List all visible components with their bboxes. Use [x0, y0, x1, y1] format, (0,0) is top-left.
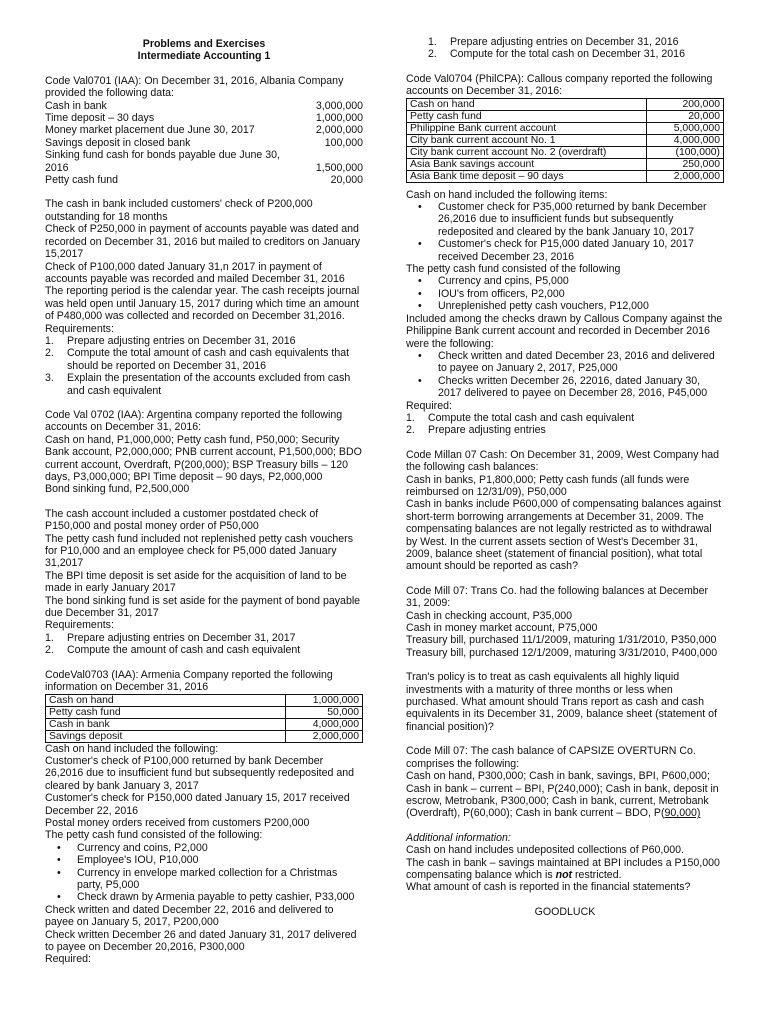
- table-row: Philippine Bank current account 5,000,000: [407, 122, 724, 134]
- problem-intro: CodeVal0703 (IAA): Armenia Company reported the following information on December 31, 2016: [45, 668, 333, 694]
- problem-val0703: [45, 669, 363, 966]
- note: Check written December 26 and dated January 31, 2017 delivered to payee on December 20,2016, P300,000: [45, 928, 357, 953]
- note: The BPI time deposit is set aside for the acquisition of land to be made in early January 2017: [45, 569, 347, 595]
- note: The petty cash fund consisted of the following:: [45, 829, 263, 842]
- requirements-label: Required:: [406, 399, 452, 412]
- problem-intro: Code Val0701 (IAA): On December 31, 2016, Albania Company provided the following data:: [45, 74, 344, 100]
- doc-title: Problems and Exercises: [142, 38, 266, 50]
- problem-val0702: [45, 409, 363, 657]
- requirements-list: 1. Prepare adjusting entries on December 31, 2016 2. Compute the total amount of cash and cash equivalents that should be reported on December 31, 2016 3. Explain the presentation of the accounts excluded from cash and cash equivalent: [45, 334, 351, 397]
- question: What amount of cash is reported in the financial statements?: [406, 881, 691, 894]
- doc-subtitle: Intermediate Accounting 1: [137, 50, 271, 63]
- requirements-label: Requirements:: [45, 322, 114, 335]
- data-row: Cash in bank 3,000,000: [45, 99, 363, 112]
- problem-mill07-capsize: [406, 745, 724, 893]
- data-line: Cash in checking account, P35,000: [406, 609, 573, 622]
- note: The petty cash fund included not replenished petty cash vouchers for P10,000 and an employee check for P5,000 dated January 31,2017: [45, 532, 353, 570]
- problem-body: Cash on hand, P1,000,000; Petty cash fund, P50,000; Security Bank account, P2,000,000; PNB current account, P1,500,000; BDO current account, Overdraft, P(200,000); BSP Treasury bills – 120 days, P3,000,000; BPI Time deposit – 90 days, P2,000,000: [45, 433, 362, 483]
- note: Included among the checks drawn by Callous Company against the Philippine Bank current account and recorded in December 2016 were the following:: [406, 312, 723, 350]
- note: The reporting period is the calendar year. The cash receipts journal was held open until January 15, 2017 during which time an amount of P480,000 was collected and recorded on December 31,2016.: [45, 285, 360, 323]
- note: Postal money orders received from customers P200,000: [45, 816, 310, 829]
- problem-intro: Code Mill 07: Trans Co. had the following balances at December 31, 2009:: [406, 584, 709, 610]
- bullet-list: • Currency and coins, P2,000 • Employee's IOU, P10,000 • Currency in envelope marked collection for a Christmas party, P5,000 • Check drawn by Armenia payable to petty cashier, P33,000: [45, 842, 363, 904]
- data-line: Treasury bill, purchased 12/1/2009, maturing 3/31/2010, P400,000: [406, 646, 718, 659]
- requirements-label: Requirements:: [45, 619, 114, 632]
- note: Required:: [45, 953, 91, 966]
- bullet-list: • Customer check for P35,000 returned by bank December 26,2016 due to insufficient funds but subsequently redeposited and cleared by the bank January 10, 2017 • Customer's check for P15,000 dated January 10, 2017 received December 23, 2016: [406, 201, 724, 263]
- requirements-list: 1. Prepare adjusting entries on December 31, 2016 2. Compute for the total cash on December 31, 2016: [428, 36, 685, 61]
- data-line: Cash in money market account, P75,000: [406, 622, 598, 635]
- requirements-list: 1. Compute the total cash and cash equivalent 2. Prepare adjusting entries: [406, 411, 635, 437]
- table-row: Savings deposit 2,000,000: [46, 730, 363, 742]
- table-row: Petty cash fund 20,000: [407, 110, 724, 122]
- data-row: Money market placement due June 30, 2017 2,000,000: [45, 124, 363, 137]
- goodluck-text: GOODLUCK: [534, 905, 596, 918]
- balances-table: [406, 98, 724, 183]
- problem-intro: Code Mill 07: The cash balance of CAPSIZE OVERTURN Co. comprises the following:: [406, 745, 696, 770]
- note: Customer's check of P100,000 returned by bank December 26,2016 due to insufficient fund but subsequently redeposited and cleared by bank January 3, 2017: [45, 754, 355, 792]
- note: Check of P250,000 in payment of accounts payable was dated and recorded on December 31, 2016 but mailed to creditors on January 15,2017: [45, 223, 361, 261]
- problem-millan07: [406, 449, 724, 573]
- problem-val0701: [45, 75, 363, 397]
- note: Cash on hand included the following:: [45, 742, 219, 755]
- note: The petty cash fund consisted of the following: [406, 263, 621, 276]
- table-row: Cash on hand 1,000,000: [46, 694, 363, 706]
- table-row: Cash in bank 4,000,000: [46, 718, 363, 730]
- table-row: Petty cash fund 50,000: [46, 706, 363, 718]
- data-row: Savings deposit in closed bank 100,000: [45, 136, 363, 149]
- problem-intro: Code Millan 07 Cash: On December 31, 2009, West Company had the following cash balances:: [406, 448, 720, 474]
- note: The bond sinking fund is set aside for the payment of bond payable due December 31, 2017: [45, 594, 361, 620]
- note: The cash in bank included customers' check of P200,000 outstanding for 18 months: [45, 198, 313, 223]
- data-row: Time deposit – 30 days 1,000,000: [45, 112, 363, 125]
- table-row: Cash on hand 200,000: [407, 98, 724, 110]
- problem-body: Cash on hand, P300,000; Cash in bank, savings, BPI, P600,000; Cash in bank – current – BPI, P(240,000); Cash in bank, deposit in escrow, Metrobank, P300,000; Cash in bank, current, Metrobank (Overdraft), P(60,000); Cash in bank current – BDO, P(90,000): [406, 770, 719, 820]
- problem-body: Bond sinking fund, P2,500,000: [45, 483, 190, 496]
- problem-intro: Code Val 0702 (IAA): Argentina company reported the following accounts on December 31, 2016:: [45, 408, 343, 434]
- data-row: Sinking fund cash for bonds payable due June 30, 2016 1,500,000: [45, 149, 363, 174]
- problem-intro: Code Val0704 (PhilCPA): Callous company reported the following accounts on December 31, 2016:: [406, 72, 713, 98]
- note: Cash on hand included the following items:: [406, 188, 608, 201]
- problem-body: Cash in banks, P1,800,000; Petty cash funds (all funds were reimbursed on 12/31/09), P50,000: [406, 473, 690, 498]
- right-column: [406, 36, 724, 918]
- problem-val0704: [406, 73, 724, 437]
- data-row: Petty cash fund 20,000: [45, 174, 363, 187]
- balances-table: [45, 694, 363, 743]
- problem-body: Cash in banks include P600,000 of compensating balances against short-term borrowing arrangements at December 31, 2009. The compensating balances are not legally restricted as to withdrawal by West. In the current assets section of West's December 31, 2009, balance sheet (statement of financial position), what total amount should be reported as cash?: [406, 498, 722, 573]
- note: The cash account included a customer postdated check of P150,000 and postal money order of P50,000: [45, 507, 319, 533]
- additional-info-label: Additional information:: [406, 831, 511, 844]
- bullet-list: • Check written and dated December 23, 2016 and delivered to payee on January 2, 2017, P25,000 • Checks written December 26, 22016, dated January 30, 2017 delivered to payee on December 28, 2016, P45,000: [406, 350, 724, 400]
- table-row: Asia Bank time deposit – 90 days 2,000,000: [407, 170, 724, 182]
- data-line: Treasury bill, purchased 11/1/2009, maturing 1/31/2010, P350,000: [406, 634, 717, 647]
- left-column: [45, 38, 363, 966]
- note: Cash on hand includes undeposited collections of P60,000.: [406, 844, 684, 857]
- note: The cash in bank – savings maintained at BPI includes a P150,000 compensating balance which is not restricted.: [406, 856, 720, 881]
- problem-body: Tran's policy is to treat as cash equivalents all highly liquid investments with a maturity of three months or less when purchased. What amount should Trans report as cash and cash equivalents in its December 31, 2009, balance sheet (statement of financial position)?: [406, 671, 717, 733]
- table-row: City bank current account No. 1 4,000,000: [407, 134, 724, 146]
- table-row: City bank current account No. 2 (overdraft) (100,000): [407, 146, 724, 158]
- note: Check of P100,000 dated January 31,n 2017 in payment of accounts payable was recorded and mailed December 31, 2016: [45, 260, 345, 285]
- note: Check written and dated December 22, 2016 and delivered to payee on January 5, 2017, P200,000: [45, 903, 334, 929]
- note: Customer's check for P150,000 dated January 15, 2017 received December 22, 2016: [45, 792, 350, 817]
- requirements-list: 1. Prepare adjusting entries on December 31, 2017 2. Compute the amount of cash and cash equivalent: [45, 631, 301, 657]
- table-row: Asia Bank savings account 250,000: [407, 158, 724, 170]
- problem-mill07-trans: [406, 585, 724, 733]
- bullet-list: • Currency and cpins, P5,000 • IOU's from officers, P2,000 • Unreplenished petty cash vouchers, P12,000: [406, 275, 724, 312]
